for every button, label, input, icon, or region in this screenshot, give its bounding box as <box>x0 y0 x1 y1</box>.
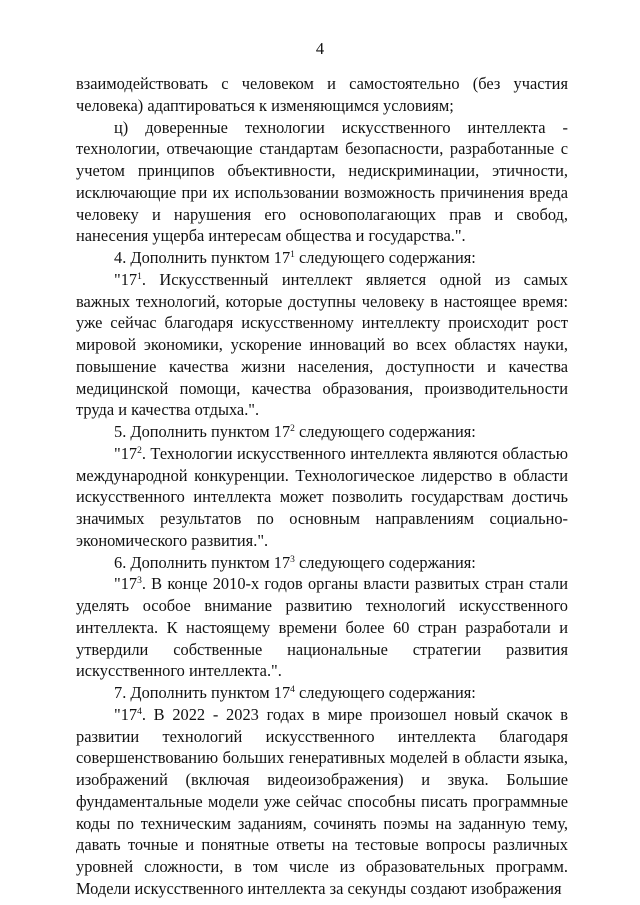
superscript-number: 3 <box>290 554 295 565</box>
document-body <box>76 73 568 900</box>
paragraph-definition-c: ц) доверенные технологии искусственного интеллекта - технологии, отвечающие стандартам безопасности, разработанные с учетом принципов объективности, недискриминации, этичности, исключающие при их использовании возможность причинения вреда человеку и нарушения его основополагающих прав и свобод, нанесения ущерба интересам общества и государства.". <box>76 117 568 246</box>
superscript-number: 4 <box>137 706 142 717</box>
paragraph-text-before: 7. Дополнить пунктом 17 <box>114 683 291 702</box>
paragraph-text-before: 4. Дополнить пунктом 17 <box>114 248 291 267</box>
paragraph-text-after: . Технологии искусственного интеллекта являются областью международной конкуренции. Технологическое лидерство в области искусственного интеллекта может позволить государствам достичь значимых результатов по основным направлениям социально-экономического развития.". <box>76 443 568 550</box>
paragraph-text-after: следующего содержания: <box>294 552 476 572</box>
superscript-number: 1 <box>290 250 295 260</box>
paragraph-item-17-4 <box>76 704 568 900</box>
paragraph-item-17-3 <box>76 573 568 682</box>
paragraph-text-before: "17 <box>114 574 138 594</box>
paragraph-item-4-heading <box>76 247 568 269</box>
paragraph-continuation: взаимодействовать с человеком и самостоятельно (без участия человека) адаптироваться к изменяющимся условиям; <box>76 74 568 115</box>
paragraph-item-17-1 <box>76 269 568 421</box>
paragraph-text-before: "17 <box>114 269 138 289</box>
paragraph-text-before: 5. Дополнить пунктом 17 <box>114 422 291 441</box>
superscript-number: 2 <box>137 445 142 456</box>
paragraph-item-17-2 <box>76 443 568 552</box>
paragraph-text-after: . Искусственный интеллект является одной из самых важных технологий, которые доступны человеку в настоящее время: уже сейчас благодаря искусственному интеллекту происходит рост мировой экономики, ускорение инноваций во всех областях науки, повышение качества жизни населения, доступности и качества медицинской помощи, качества образования, производительности труда и качества отдыха.". <box>76 269 568 420</box>
superscript-number: 3 <box>137 576 142 587</box>
paragraph-text-after: следующего содержания: <box>294 683 476 702</box>
superscript-number: 2 <box>290 424 295 434</box>
superscript-number: 4 <box>290 685 295 695</box>
paragraph-item-7-heading <box>76 682 568 704</box>
paragraph-text-after: . В 2022 - 2023 годах в мире произошел новый скачок в развитии технологий искусственного интеллекта благодаря совершенствованию больших генеративных моделей в области языка, изображений (включая видеоизображения) и звука. Большие фундаментальные модели уже сейчас способны писать программные коды по техническим заданиям, сочинять поэмы на заданную тему, давать точные и понятные ответы на тестовые вопросы различных уровней сложности, в том числе из образовательных программ. Модели искусственного интеллекта за секунды создают изображения <box>76 704 568 898</box>
paragraph-text-after: следующего содержания: <box>294 422 476 441</box>
paragraph-item-5-heading <box>76 421 568 443</box>
paragraph-item-6-heading <box>76 552 568 574</box>
paragraph-text-before: "17 <box>114 704 138 724</box>
paragraph-text-after: следующего содержания: <box>294 248 476 267</box>
paragraph-text-before: "17 <box>114 443 138 463</box>
superscript-number: 1 <box>137 271 142 282</box>
page-number: 4 <box>315 39 325 58</box>
paragraph-text-after: . В конце 2010-х годов органы власти развитых стран стали уделять особое внимание развитию технологий искусственного интеллекта. К настоящему времени более 60 стран разработали и утвердили собственные национальные стратегии развития искусственного интеллекта.". <box>76 574 568 681</box>
paragraph-text-before: 6. Дополнить пунктом 17 <box>114 552 291 572</box>
